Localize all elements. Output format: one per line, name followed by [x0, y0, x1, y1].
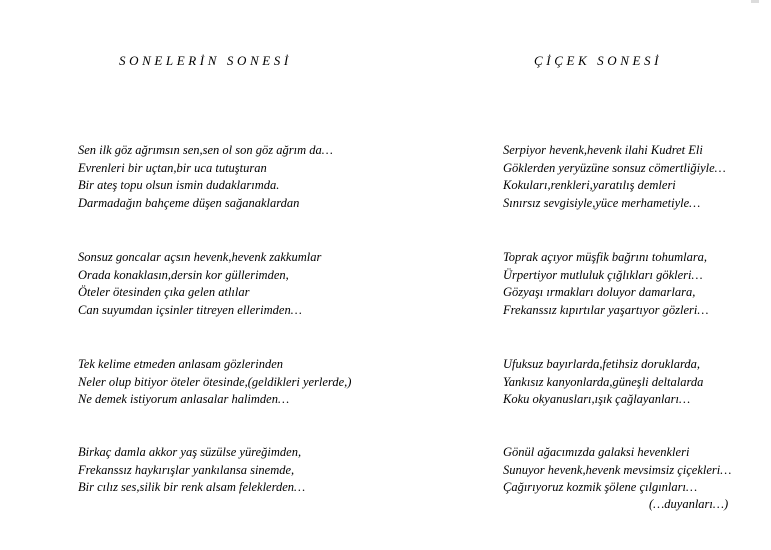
verse-line: Frekanssız haykırışlar yankılansa sinemde,: [78, 462, 295, 477]
verse-line: Birkaç damla akkor yaş süzülse yüreğimden,: [78, 445, 302, 459]
verse-line: Çağırıyoruz kozmik şölene çılgınları…: [503, 480, 698, 494]
verse-line: Serpiyor hevenk,hevenk ilahi Kudret Eli: [503, 143, 703, 157]
verse-line: Koku okyanusları,ışık çağlayanları…: [503, 392, 691, 406]
poem-title-left: SONELERİN SONESİ: [119, 53, 292, 68]
verse-line: Darmadağın bahçeme düşen sağanaklardan: [78, 195, 300, 210]
stanza-left-4: [78, 444, 305, 497]
verse-line: Öteler ötesinden çıka gelen atlılar: [78, 285, 250, 299]
verse-line: Tek kelime etmeden anlasam gözlerinden: [78, 357, 284, 371]
verse-line: Bir cılız ses,silik bir renk alsam feleklerden…: [78, 480, 306, 494]
scan-artifact: [751, 0, 759, 3]
verse-line: Gözyaşı ırmakları doluyor damarlara,: [503, 285, 696, 299]
verse-line: Yankısız kanyonlarda,güneşli deltalarda: [503, 374, 704, 389]
verse-line: Kokuları,renkleri,yaratılış demleri: [503, 178, 676, 192]
stanza-right-2: [503, 249, 708, 319]
verse-line: Ufuksuz bayırlarda,fetihsiz doruklarda,: [503, 357, 700, 371]
verse-line: Bir ateş topu olsun ismin dudaklarımda.: [78, 178, 280, 192]
verse-line: Sen ilk göz ağrımsın sen,sen ol son göz ağrım da…: [78, 143, 333, 157]
stanza-left-1: [78, 142, 333, 212]
stanza-left-3: [78, 356, 351, 409]
verse-line: Can suyumdan içsinler titreyen ellerimden…: [78, 302, 302, 317]
verse-line: Ne demek istiyorum anlasalar halimden…: [78, 392, 290, 406]
verse-line: Sunuyor hevenk,hevenk mevsimsiz çiçekleri…: [503, 462, 732, 477]
verse-line: Toprak açıyor müşfik bağrını tohumlara,: [503, 250, 708, 264]
stanza-right-4: [503, 444, 731, 497]
stanza-right-3: [503, 356, 703, 409]
verse-line: Neler olup bitiyor öteler ötesinde,(geldikleri yerlerde,): [78, 374, 352, 389]
poem-coda: (…duyanları…): [649, 497, 729, 511]
verse-line: Orada konaklasın,dersin kor güllerimden,: [78, 267, 289, 282]
verse-line: Frekanssız kıpırtılar yaşartıyor gözleri…: [503, 302, 709, 317]
verse-line: Göklerden yeryüzüne sonsuz cömertliğiyle…: [503, 160, 726, 175]
verse-line: Sonsuz goncalar açsın hevenk,hevenk zakkumlar: [78, 250, 322, 264]
verse-line: Evrenleri bir uçtan,bir uca tutuşturan: [78, 160, 267, 175]
verse-line: Ürpertiyor mutluluk çığlıkları gökleri…: [503, 267, 703, 282]
verse-line: Gönül ağacımızda galaksi hevenkleri: [503, 445, 690, 459]
stanza-right-1: [503, 142, 726, 212]
stanza-left-2: [78, 249, 321, 319]
poem-title-right: ÇİÇEK SONESİ: [534, 53, 663, 68]
verse-line: Sınırsız sevgisiyle,yüce merhametiyle…: [503, 195, 701, 210]
